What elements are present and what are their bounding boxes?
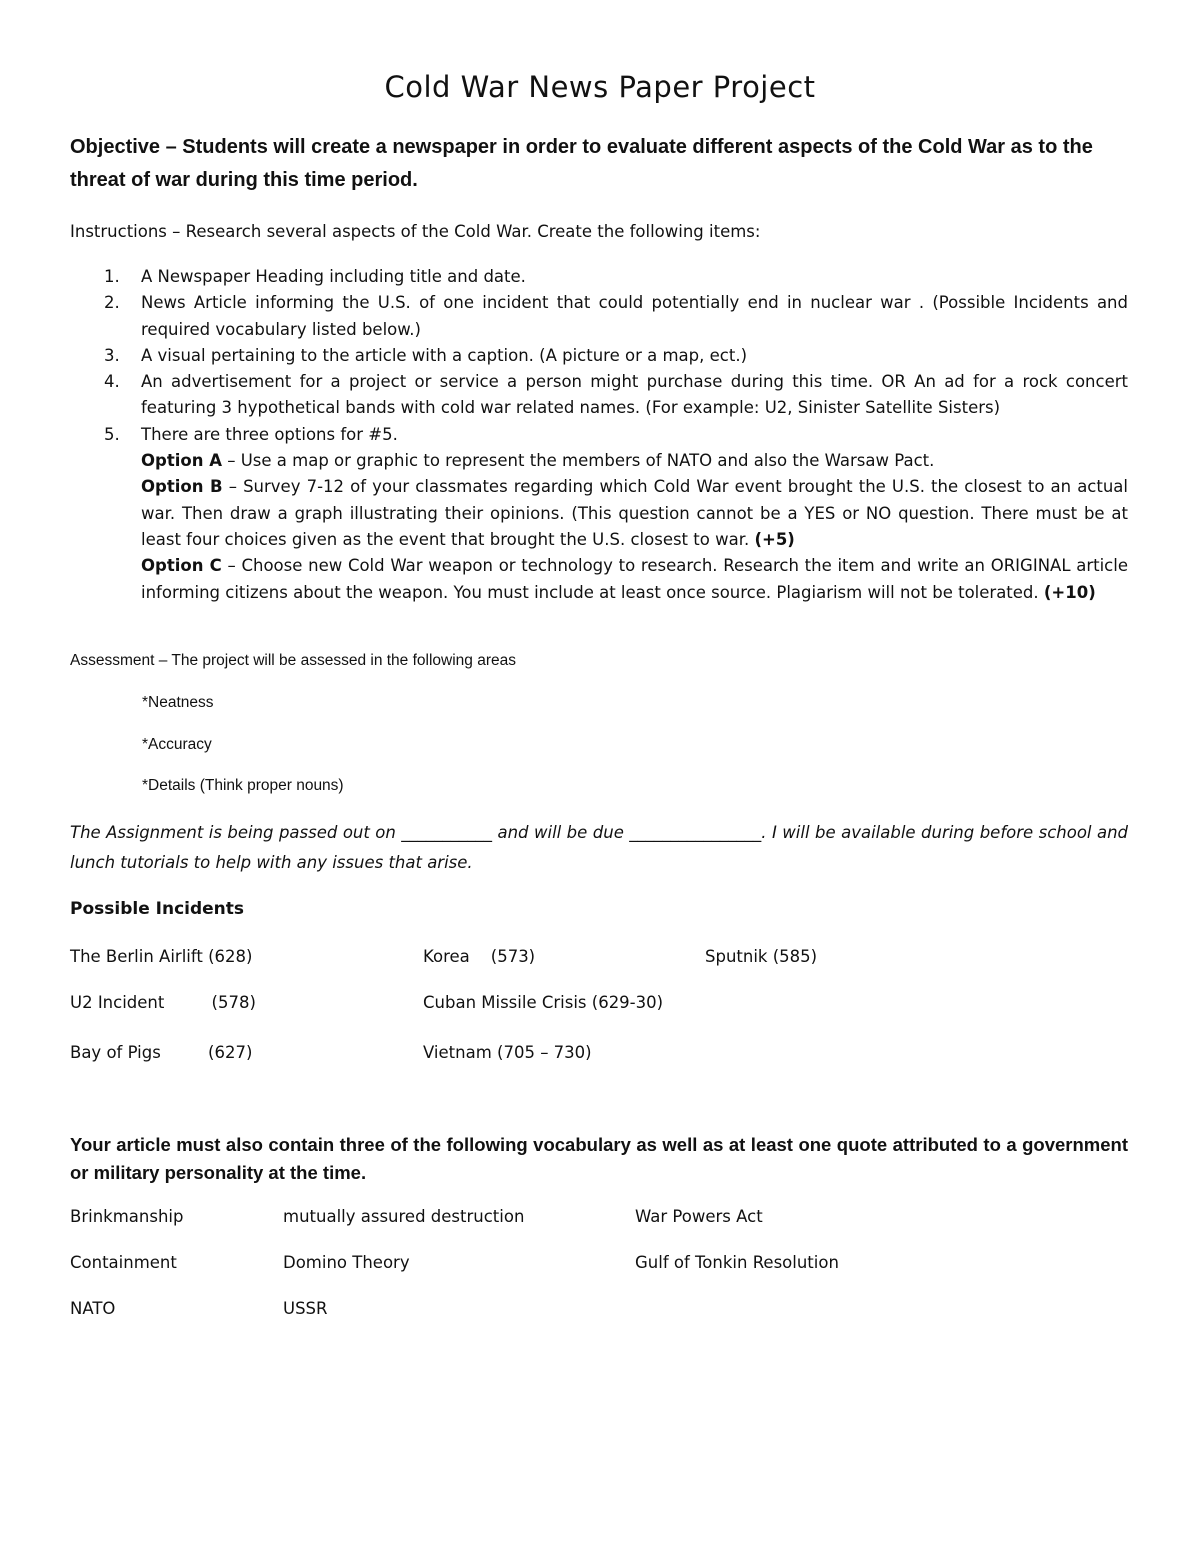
instructions-intro: Instructions – Research several aspects of the Cold War. Create the following items:	[70, 222, 761, 241]
incident-cell: Sputnik (585)	[705, 947, 818, 966]
vocab-cell: NATO	[70, 1299, 116, 1318]
items-list	[70, 264, 1128, 606]
page-title: Cold War News Paper Project	[384, 70, 816, 104]
item-number: 1.	[104, 267, 120, 286]
option-c	[141, 553, 1128, 606]
criterion-accuracy: *Accuracy	[142, 736, 212, 753]
option-text: – Use a map or graphic to represent the members of NATO and also the Warsaw Pact.	[221, 451, 935, 471]
incident-cell: Vietnam (705 – 730)	[423, 1043, 592, 1062]
list-item	[70, 369, 1128, 422]
vocab-cell: USSR	[283, 1299, 328, 1318]
criterion-details: *Details (Think proper nouns)	[142, 777, 344, 794]
option-text: – Choose new Cold War weapon or technology to research. Research the item and write an ORIGINAL article informing citizens about the weapon. You must include at least once source. Plagiarism will not be tolerated.	[141, 556, 1128, 602]
option-a	[141, 448, 1128, 474]
item-text: A visual pertaining to the article with a caption. (A picture or a map, ect.)	[141, 345, 748, 365]
list-item	[70, 343, 1128, 369]
item-text: An advertisement for a project or service a person might purchase during this time. OR An ad for a rock concert featuring 3 hypothetical bands with cold war related names. (For example: U2, Sinister Satellite Sisters)	[141, 372, 1128, 418]
incident-cell: U2 Incident (578)	[70, 993, 256, 1012]
option-text: – Survey 7-12 of your classmates regarding which Cold War event brought the U.S. the closest to an actual war. Then draw a graph illustrating their opinions. (This question cannot be a YES or NO question. There must be at least four choices given as the event that brought the U.S. closest to war.	[141, 477, 1128, 549]
vocabulary-intro: Your article must also contain three of the following vocabulary as well as at least one quote attributed to a government or military personality at the time.	[70, 1134, 1128, 1183]
option-label: Option C	[141, 556, 222, 576]
list-item	[70, 264, 1128, 290]
option-label: Option A	[141, 451, 222, 471]
item-number: 3.	[104, 345, 120, 365]
incident-cell: Cuban Missile Crisis (629-30)	[423, 993, 664, 1012]
option-bonus: (+10)	[1043, 582, 1096, 602]
incident-cell: Bay of Pigs (627)	[70, 1043, 253, 1062]
vocab-cell: Domino Theory	[283, 1253, 410, 1272]
objective-text: Objective – Students will create a newspaper in order to evaluate different aspects of the Cold War as to the threat of war during this time period.	[70, 136, 1093, 191]
item-text: A Newspaper Heading including title and date.	[141, 267, 526, 286]
option-label: Option B	[141, 477, 223, 497]
incident-cell: The Berlin Airlift (628)	[70, 947, 253, 966]
list-item	[70, 422, 1128, 606]
vocab-cell: War Powers Act	[635, 1207, 763, 1226]
vocab-cell: Brinkmanship	[70, 1207, 184, 1226]
due-date-note: The Assignment is being passed out on ___________ and will be due ________________. I will be available during before school and lunch tutorials to help with any issues that arise.	[70, 823, 1128, 872]
option-bonus: (+5)	[754, 529, 795, 549]
item-number: 4.	[104, 372, 120, 392]
vocab-cell: Containment	[70, 1253, 177, 1272]
item-number: 2.	[104, 293, 120, 313]
item-number: 5.	[104, 424, 120, 444]
item-text: There are three options for #5.	[141, 424, 398, 444]
criterion-neatness: *Neatness	[142, 694, 214, 711]
list-item	[70, 290, 1128, 343]
assessment-intro: Assessment – The project will be assessed in the following areas	[70, 652, 516, 669]
vocab-cell: Gulf of Tonkin Resolution	[635, 1253, 839, 1272]
vocab-cell: mutually assured destruction	[283, 1207, 525, 1226]
item-text: News Article informing the U.S. of one incident that could potentially end in nuclear war . (Possible Incidents and required vocabulary listed below.)	[141, 293, 1128, 339]
option-b	[141, 474, 1128, 553]
incidents-heading: Possible Incidents	[70, 899, 245, 919]
incident-cell: Korea (573)	[423, 947, 536, 966]
